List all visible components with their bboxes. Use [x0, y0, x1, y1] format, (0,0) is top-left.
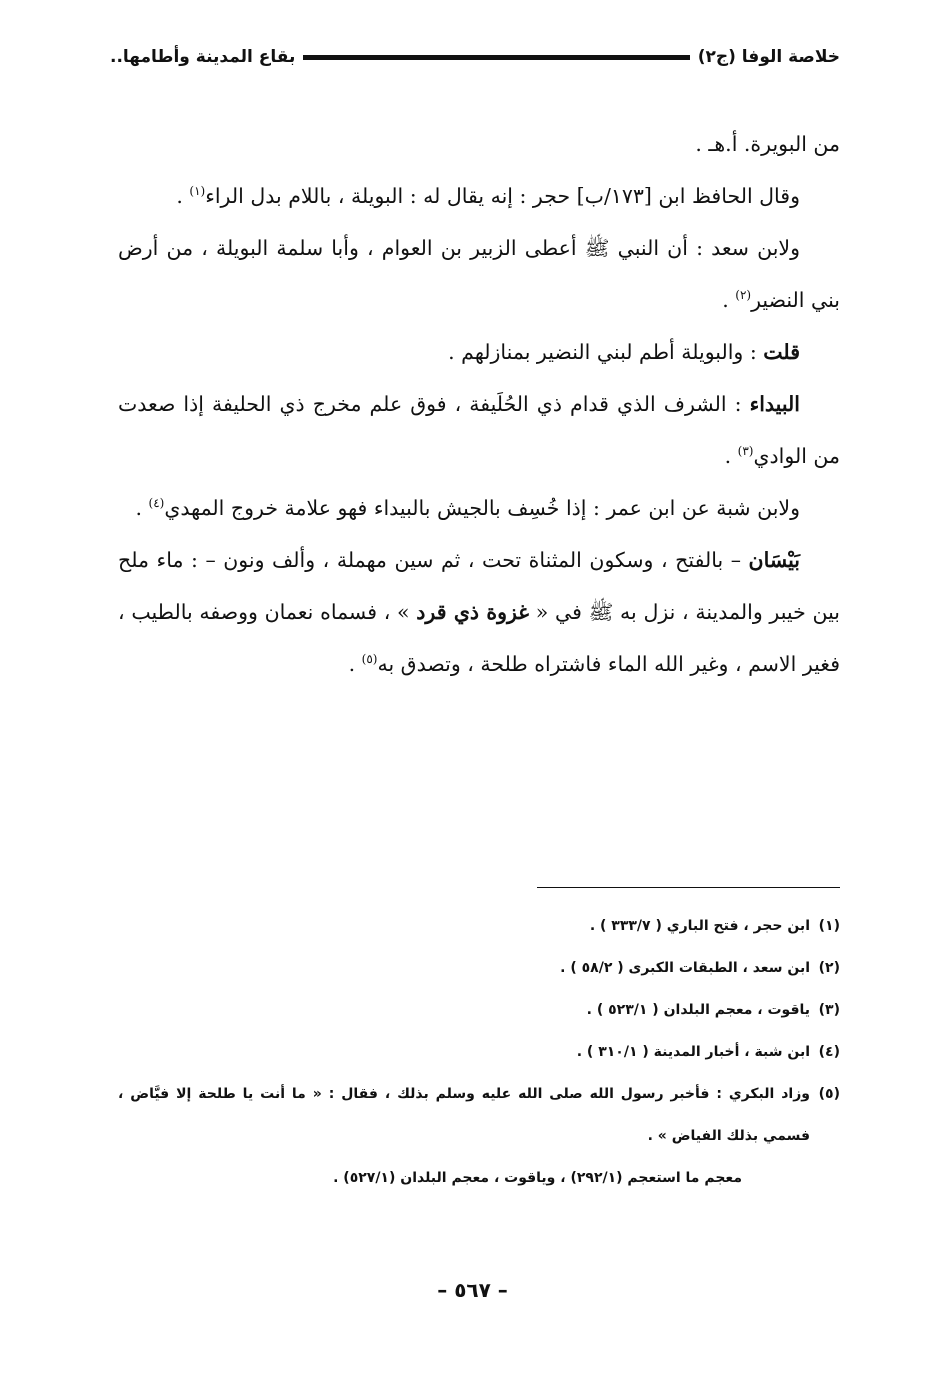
footnote-number: (١) [818, 918, 840, 934]
section-title: بقاع المدينة وأطامها.. [110, 47, 296, 67]
footnote-ref[interactable]: (٣) [737, 444, 754, 459]
footnote-number: (٢) [818, 960, 840, 976]
book-title: خلاصة الوفا (ج٢) [697, 47, 840, 67]
entry-term: البيداء [749, 392, 800, 416]
footnote-text: ياقوت ، معجم البلدان ( ٥٢٣/١ ) . [586, 1002, 810, 1018]
paragraph: البيداء : الشرف الذي قدام ذي الحُلَيفة ، فوق علم مخرج ذي الحليفة إذا صعدت من الوادي$^{(٣)}$ . [118, 392, 840, 468]
footnote-text: ابن حجر ، فتح الباري ( ٣٣٣/٧ ) . [589, 918, 810, 934]
footnotes [118, 905, 840, 1199]
entry-term: بَيْسَان [748, 548, 800, 572]
footnote [118, 947, 840, 989]
footnote [118, 1031, 840, 1073]
footnote-text: وزاد البكري : فأخبر رسول الله صلى الله عليه وسلم بذلك ، فقال : « ما أنت يا طلحة إلا فيَّاض ، فسمي بذلك الفياض » . [118, 1086, 810, 1144]
footnote-text: ابن شبة ، أخبار المدينة ( ٣١٠/١ ) . [576, 1044, 810, 1060]
footnote-number: (٥) [818, 1086, 840, 1102]
footnote-ref[interactable]: (٥) [361, 652, 378, 667]
footnote-ref[interactable]: (٤) [148, 496, 165, 511]
paragraph: من البويرة. أ.هـ . [695, 132, 840, 156]
footnote [118, 905, 840, 947]
main-text [118, 118, 840, 690]
running-header [110, 44, 840, 70]
page-number: – ٥٦٧ – [437, 1278, 508, 1302]
paragraph: بَيْسَان – بالفتح ، وسكون المثناة تحت ، ثم سين مهملة ، وألف ونون – : ماء ملح بين خيبر والمدينة ، نزل به ﷺ في « غزوة ذي قرد » ، فسماه نعمان ووصفه بالطيب ، فغير الاسم ، وغير الله الماء فاشتراه طلحة ، وتصدق به$^{(٥)}$ . [118, 548, 840, 676]
footnote-text: ابن سعد ، الطبقات الكبرى ( ٥٨/٢ ) . [560, 960, 810, 976]
paragraph: ولابن شبة عن ابن عمر : إذا خُسِف بالجيش بالبيداء فهو علامة خروج المهدي$^{(٤)}$ . [135, 496, 800, 520]
paragraph: ولابن سعد : أن النبي ﷺ أعطى الزبير بن العوام ، وأبا سلمة البويلة ، من أرض بني النضير$^{(٢)}$ . [118, 236, 840, 312]
entry-term: قلت [763, 340, 800, 364]
paragraph: وقال الحافظ ابن [١٧٣/ب] حجر : إنه يقال له : البويلة ، باللام بدل الراء$^{(١)}$ . [176, 184, 800, 208]
footnote-source: معجم ما استعجم (٢٩٢/١) ، وياقوت ، معجم البلدان (٥٢٧/١) . [333, 1170, 742, 1186]
footnote [118, 989, 840, 1031]
footnote-ref[interactable]: (١) [189, 184, 206, 199]
footnote-number: (٤) [818, 1044, 840, 1060]
header-rule [303, 55, 689, 60]
footnote-number: (٣) [818, 1002, 840, 1018]
battle-name: غزوة ذي قرد [416, 600, 530, 624]
footnote-ref[interactable]: (٢) [735, 288, 752, 303]
footnote [118, 1073, 840, 1157]
footnote-separator [537, 887, 840, 888]
paragraph: قلت : والبويلة أطم لبني النضير بمنازلهم . [448, 340, 800, 364]
